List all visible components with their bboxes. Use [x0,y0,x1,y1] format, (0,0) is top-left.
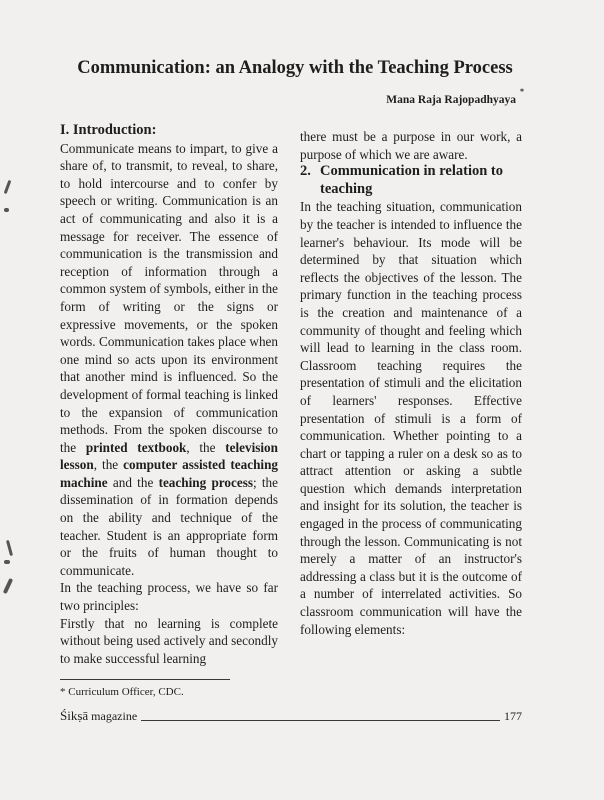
footnote: * Curriculum Officer, CDC. [60,686,184,698]
intro-text-a: Communicate means to impart, to give a share of, to transmit, to reveal, to share, to hold intercourse and to confer by speech or writing. Communication is an act of communicating and also it is a message for receiver. The essence of communication is the transmission and reception of information through a common system of symbols, either in the form of writing or the signs or expressive movements, or the spoken words. Communication takes place when one mind so acts upon its environment that another mind is influenced. So the development of formal teaching is linked to the expansion of communication methods. From the spoken discourse to the [60,140,278,455]
principles-paragraph: Firstly that no learning is complete without being used actively and secondly to make successful learning [60,615,278,666]
magazine-name [60,709,137,723]
intro-sep-2: , the [93,457,124,473]
page-footer [60,707,522,723]
scan-mark [4,180,12,194]
communication-teaching-paragraph: In the teaching situation, communication by the teacher is intended to influence the learner's behaviour. Its mode will be determined by that situation which reflects the objectives of the lesson. The primary function in the teaching process is the creation and maintenance of a community of thought and feeling which will lead to learning in the class room. Classroom teaching requires the presentation of stimuli and the elicitation of learners' responses. Effective presentation of stimuli is a form of communication. Whether pointing to a chart or tapping a ruler on a desk so as to attract attention or asking a subtle question which demands interpretation and insight for its solution, the teacher is engaged in the process of communicating through the lesson. Communicating is not merely a matter of an instructor's addressing a class but it is the outcome of a number of interrelated activities. So classroom communication will have the following elements: [300,199,522,637]
magazine-title: Śikṣā [60,708,89,723]
section-number: 2. [300,163,311,180]
right-column [300,128,522,638]
scan-mark [4,560,10,564]
intro-text-b: ; the dissemination of in formation depends on the ability and technique of the teacher. Student is an appropriate form or the fruits of human thought to communicate. [60,474,279,578]
scan-mark [3,578,13,594]
bold-television-lesson: television lesson [60,439,278,473]
section-heading-introduction: I. Introduction: [60,122,157,138]
intro-sep-3: and the [107,474,159,490]
scan-mark [6,540,13,556]
article-author: Mana Raja Rajopadhyaya [386,94,516,106]
footer-rule [141,720,500,721]
article-title: Communication: an Analogy with the Teaching Process [77,58,513,78]
bold-computer-assisted-teaching-machine: computer assisted teaching machine [60,457,278,490]
bold-teaching-process: teaching process [158,474,253,490]
footnote-divider [60,679,230,680]
intro-sep-1: , the [186,439,226,455]
scan-mark [4,208,9,212]
page-number: 177 [504,709,522,723]
section-title: Communication in relation to teaching [320,163,503,197]
magazine-suffix: magazine [88,709,138,723]
principles-lead-in: In the teaching process, we have so far two principles: [60,580,278,614]
principles-continuation: there must be a purpose in our work, a purpose of which we are aware. [300,129,522,162]
section-heading-communication-teaching [300,163,522,198]
intro-paragraph [60,140,278,580]
left-column [60,122,278,667]
author-footnote-marker: * [520,87,524,96]
bold-printed-textbook: printed textbook [85,439,187,455]
